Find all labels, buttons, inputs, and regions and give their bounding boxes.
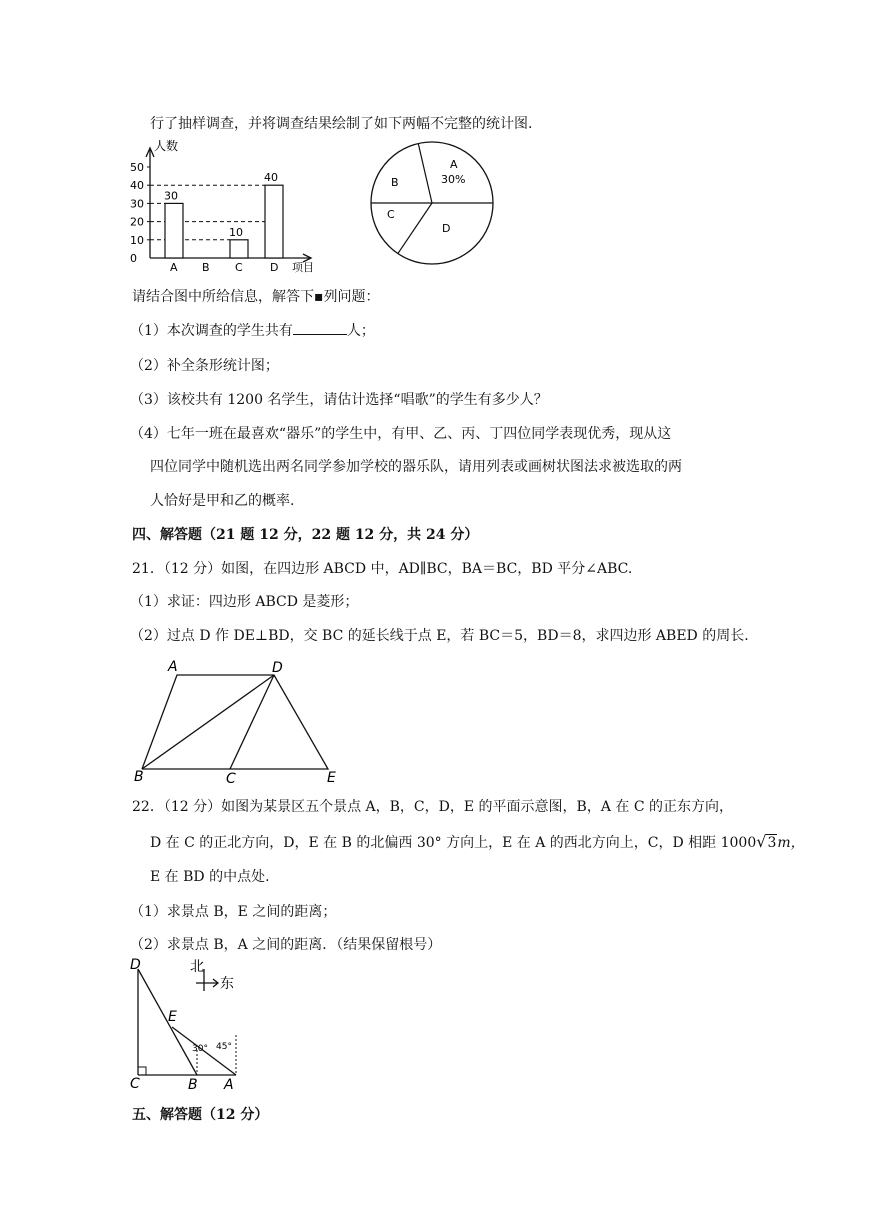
category-label: A [170,261,178,274]
bar-c [230,240,248,258]
vertex-c-label: C [226,771,236,785]
x-axis-label: 项目 [292,261,314,274]
problem-21-q1: （1）求证：四边形 ABCD 是菱形； [130,594,359,610]
problem-22-q1: （1）求景点 B，E 之间的距离； [130,904,337,920]
east-label: 东 [220,976,234,992]
y-tick-label: 0 [130,252,137,265]
y-tick-label: 30 [130,197,144,211]
category-label: B [202,261,210,274]
sqrt-radicand: 3 [767,835,777,851]
y-axis-label: 人数 [154,140,179,153]
question-1-text: （1）本次调查的学生共有 [130,323,293,339]
intro-line: 行了抽样调查，并将调查结果绘制了如下两幅不完整的统计图. [150,116,533,132]
figure-22-map [124,955,254,1095]
bar-value-label: 40 [264,171,278,185]
question-2: （2）补全条形统计图； [130,358,279,374]
point-e-label: E [168,1009,177,1025]
question-4-line-2: 四位同学中随机选出两名同学参加学校的器乐队，请用列表或画树状图法求被选取的两 [150,459,682,475]
instruction-line: 请结合图中所给信息，解答下▪列问题： [132,289,380,305]
problem-22-line-3: E 在 BD 的中点处. [150,869,270,885]
y-tick-label: 40 [130,179,144,193]
bar-value-label: 30 [164,189,178,203]
category-label: C [235,261,243,274]
bar-chart [126,140,326,280]
bar-value-label: 10 [229,225,243,239]
pie-slice-label-b: B [391,176,399,189]
bar-a [165,203,183,258]
pie-slice-label-d: D [442,222,451,235]
point-d-label: D [130,957,141,973]
angle-30-label: 30° [192,1044,208,1054]
problem-21-head: 21．（12 分）如图，在四边形 ABCD 中，AD∥BC，BA＝BC，BD 平分∠ABC. [132,561,633,577]
pie-slice-label-a: A [450,158,458,171]
vertex-e-label: E [327,770,336,785]
point-a-label: A [224,1077,234,1093]
vertex-a-label: A [168,659,178,675]
y-tick-label: 50 [130,161,144,174]
point-b-label: B [188,1077,198,1093]
y-tick-label: 20 [130,215,144,229]
question-3: （3）该校共有 1200 名学生，请估计选择“唱歌”的学生有多少人？ [130,392,548,408]
bar-d [265,185,283,258]
point-c-label: C [130,1076,140,1092]
vertex-d-label: D [272,660,283,676]
section-4-title: 四、解答题（21 题 12 分，22 题 12 分，共 24 分） [132,527,479,543]
y-tick-label: 10 [130,233,144,247]
question-4-line-1: （4）七年一班在最喜欢“器乐”的学生中，有甲、乙、丙、丁四位同学表现优秀，现从这 [130,426,672,442]
sqrt-symbol: √ [756,832,767,851]
pie-slice-label-c: C [387,208,395,221]
section-5-title: 五、解答题（12 分） [132,1107,269,1123]
pie-slice-percent: 30% [441,173,466,186]
problem-21-q2: （2）过点 D 作 DE⊥BD，交 BC 的延长线于点 E，若 BC＝5，BD＝8，求四边形 ABED 的周长. [130,628,749,644]
problem-22-line-1: 22．（12 分）如图为某景区五个景点 A，B，C，D，E 的平面示意图，B，A 在 C 的正东方向， [132,799,733,815]
problem-22-line-2 [150,832,805,852]
problem-22-q2: （2）求景点 B，A 之间的距离．（结果保留根号） [130,937,442,953]
vertex-b-label: B [134,769,144,785]
figure-21-rhombus [128,655,348,785]
problem-22-line-2-text: D 在 C 的正北方向，D，E 在 B 的北偏西 30° 方向上，E 在 A 的西北方向上，C，D 相距 1000 [150,835,757,851]
question-4-line-3: 人恰好是甲和乙的概率. [150,493,295,509]
unit-text: m， [777,835,805,851]
question-1 [130,320,375,340]
question-1-suffix: 人； [346,323,375,339]
north-label: 北 [190,959,204,975]
angle-45-label: 45° [216,1042,232,1052]
pie-chart [365,138,500,273]
answer-blank[interactable] [293,320,347,335]
category-label: D [270,261,279,274]
